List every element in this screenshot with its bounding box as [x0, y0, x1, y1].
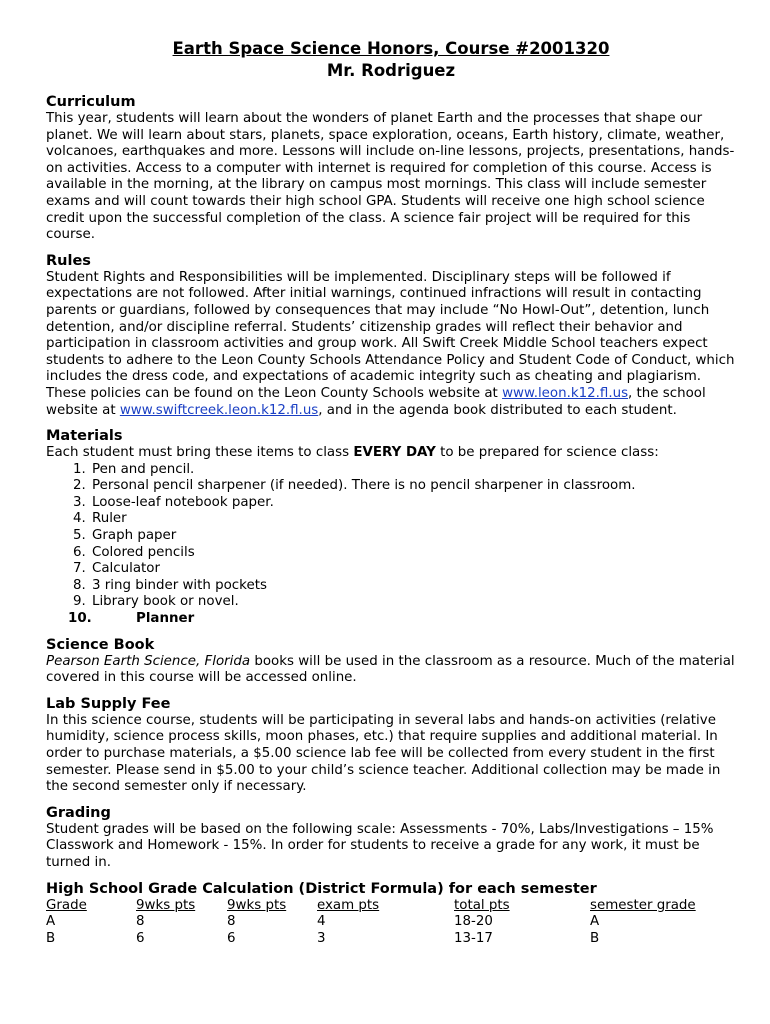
table-cell: A — [46, 914, 56, 930]
column-header: 9wks pts — [227, 897, 287, 913]
list-item: 7. Calculator — [90, 561, 736, 578]
lab-fee-section — [46, 695, 736, 796]
grading-section — [46, 804, 736, 872]
column-header: semester grade — [590, 897, 696, 913]
materials-section — [46, 427, 736, 628]
list-item: 2. Personal pencil sharpener (if needed). There is no pencil sharpener in classroom. — [90, 478, 736, 495]
list-item: 4. Ruler — [90, 511, 736, 528]
leon-schools-link[interactable]: www.leon.k12.fl.us — [502, 385, 629, 401]
table-cell: B — [46, 930, 56, 946]
curriculum-text: This year, students will learn about the wonders of planet Earth and the processes that shape our planet. We will learn about stars, planets, space exploration, oceans, Earth history, climate, weather, volcanoes, earthquakes and more. Lessons will include on-line lessons, projects, presentations, hands-on activities. Access to a computer with internet is required for completion of this course. Access is available in the morning, at the library on campus most mornings. This class will include semester exams and will count towards their high school GPA. Students will receive one high school science credit upon the successful completion of the class. A science fair project will be required for this course. — [46, 111, 735, 243]
lab-fee-text: In this science course, students will be participating in several labs and hands-on activities (relative humidity, science process skills, moon phases, etc.) that require supplies and additional material. In order to purchase materials, a $5.00 science lab fee will be collected from every student in the first semester. Please send in $5.00 to your child’s science teacher. Additional collection may be made in the second semester only if necessary. — [46, 712, 721, 795]
table-cell: 18-20 — [454, 914, 493, 930]
materials-heading: Materials — [46, 428, 123, 445]
table-cell: 4 — [317, 914, 326, 930]
swiftcreek-link[interactable]: www.swiftcreek.leon.k12.fl.us — [119, 402, 319, 418]
table-cell: A — [590, 914, 600, 930]
column-header: exam pts — [317, 897, 380, 913]
table-cell: 8 — [227, 914, 236, 930]
rules-heading: Rules — [46, 252, 91, 269]
curriculum-section — [46, 93, 736, 244]
table-cell: 3 — [317, 930, 326, 946]
table-cell: 13-17 — [454, 930, 493, 946]
science-book-section — [46, 636, 736, 687]
table-cell: 6 — [227, 930, 236, 946]
table-cell: B — [590, 930, 600, 946]
grade-table — [46, 898, 720, 948]
hs-grade-calc-heading: High School Grade Calculation (District Formula) for each semester — [46, 880, 597, 897]
table-row — [46, 914, 720, 931]
grading-heading: Grading — [46, 804, 111, 821]
list-item: 3. Loose-leaf notebook paper. — [90, 495, 736, 512]
column-header: 9wks pts — [136, 897, 196, 913]
document-title — [46, 38, 736, 82]
list-item: 1. Pen and pencil. — [90, 462, 736, 479]
list-item: 6. Colored pencils — [90, 545, 736, 562]
list-item: 8. 3 ring binder with pockets — [90, 578, 736, 595]
curriculum-heading: Curriculum — [46, 94, 136, 110]
column-header: total pts — [454, 897, 510, 913]
science-book-text: Pearson Earth Science, Florida books will be used in the classroom as a resource. Much of the material covered in this course will be accessed online. — [46, 653, 735, 686]
list-item-planner: 10. Planner — [68, 611, 195, 627]
materials-intro: Each student must bring these items to class EVERY DAY to be prepared for science class: — [46, 445, 659, 461]
course-title: Earth Space Science Honors, Course #2001320 — [172, 39, 610, 58]
teacher-name: Mr. Rodriguez — [326, 61, 456, 80]
rules-section — [46, 252, 736, 419]
rules-text: Student Rights and Responsibilities will be implemented. Disciplinary steps will be followed if expectations are not followed. After initial warnings, continued infractions will result in contacting parents or guardians, followed by consequences that may include “No Howl-Out”, detention, lunch detention, and/or discipline referral. Students’ citizenship grades will reflect their behavior and participation in classroom activities and group work. All Swift Creek Middle School teachers expect students to adhere to the Leon County Schools Attendance Policy and Student Code of Conduct, which includes the dress code, and expectations of academic integrity such as cheating and plagiarism. These policies can be found on the Leon County Schools website at www.leon.k12.fl.us, the school website at www.swiftcreek.leon.k12.fl.us, and in the agenda book distributed to each student. — [46, 269, 735, 418]
column-header: Grade — [46, 897, 87, 913]
table-header-row — [46, 898, 720, 915]
list-item: 5. Graph paper — [90, 528, 736, 545]
grading-text: Student grades will be based on the following scale: Assessments - 70%, Labs/Investigations – 15% Classwork and Homework - 15%. In order for students to receive a grade for any work, it must be turned in. — [46, 821, 714, 870]
table-cell: 6 — [136, 930, 145, 946]
hs-grade-calc-section — [46, 880, 736, 948]
lab-fee-heading: Lab Supply Fee — [46, 695, 171, 712]
list-item: 9. Library book or novel. — [90, 594, 736, 611]
science-book-heading: Science Book — [46, 636, 155, 653]
document-page — [46, 38, 736, 947]
materials-list — [46, 462, 736, 611]
table-cell: 8 — [136, 914, 145, 930]
table-row — [46, 931, 720, 948]
